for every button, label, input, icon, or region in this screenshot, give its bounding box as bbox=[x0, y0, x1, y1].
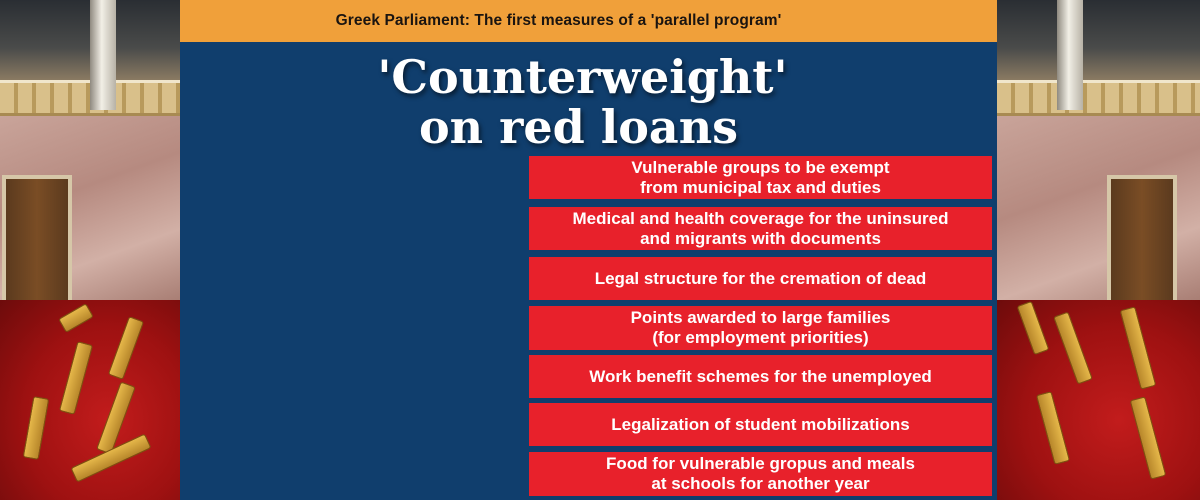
measure-text: at schools for another year bbox=[651, 474, 870, 493]
measure-text: Food for vulnerable gropus and meals bbox=[606, 454, 915, 473]
photo-bench bbox=[1130, 396, 1167, 479]
photo-frieze bbox=[997, 80, 1200, 116]
photo-column bbox=[1057, 0, 1083, 110]
photo-red-seating bbox=[0, 300, 180, 500]
measure-text: Medical and health coverage for the uninsured bbox=[572, 208, 949, 228]
photo-bench bbox=[23, 396, 50, 460]
banner-title: Greek Parliament: The first measures of a 'parallel program' bbox=[335, 12, 782, 29]
photo-bench bbox=[108, 316, 144, 380]
measure-text: Vulnerable groups to be exempt bbox=[631, 157, 890, 177]
measure-box-work-benefit bbox=[529, 355, 992, 398]
photo-bench bbox=[59, 341, 93, 415]
measure-text: Legal structure for the cremation of dead bbox=[594, 268, 927, 288]
measure-text: and migrants with documents bbox=[640, 228, 881, 248]
headline-line-1: 'Counterweight' bbox=[377, 50, 788, 104]
measure-box-municipal-tax bbox=[529, 156, 992, 199]
photo-bench bbox=[1017, 301, 1050, 355]
measure-box-student-mobilizations bbox=[529, 403, 992, 446]
photo-bench bbox=[1053, 311, 1093, 384]
content-panel bbox=[180, 42, 997, 500]
photo-bench bbox=[58, 303, 94, 333]
photo-bench bbox=[1120, 306, 1157, 389]
measure-text: Work benefit schemes for the unemployed bbox=[589, 366, 932, 386]
measure-text: Legalization of student mobilizations bbox=[611, 414, 910, 434]
measure-box-large-families bbox=[529, 306, 992, 350]
measure-text: (for employment priorities) bbox=[652, 328, 869, 347]
measure-box-cremation bbox=[529, 257, 992, 300]
photo-bench bbox=[1036, 391, 1070, 465]
photo-red-seating bbox=[997, 300, 1200, 500]
headline-line-2: on red loans bbox=[418, 100, 739, 154]
parliament-photo-right bbox=[997, 0, 1200, 500]
measure-box-health-coverage bbox=[529, 207, 992, 250]
photo-ceiling bbox=[997, 0, 1200, 80]
measure-text: from municipal tax and duties bbox=[640, 177, 881, 197]
measure-text: Points awarded to large families bbox=[630, 308, 891, 327]
photo-column bbox=[90, 0, 116, 110]
parliament-photo-left bbox=[0, 0, 180, 500]
top-banner bbox=[180, 0, 997, 42]
measure-box-food-meals bbox=[529, 452, 992, 496]
